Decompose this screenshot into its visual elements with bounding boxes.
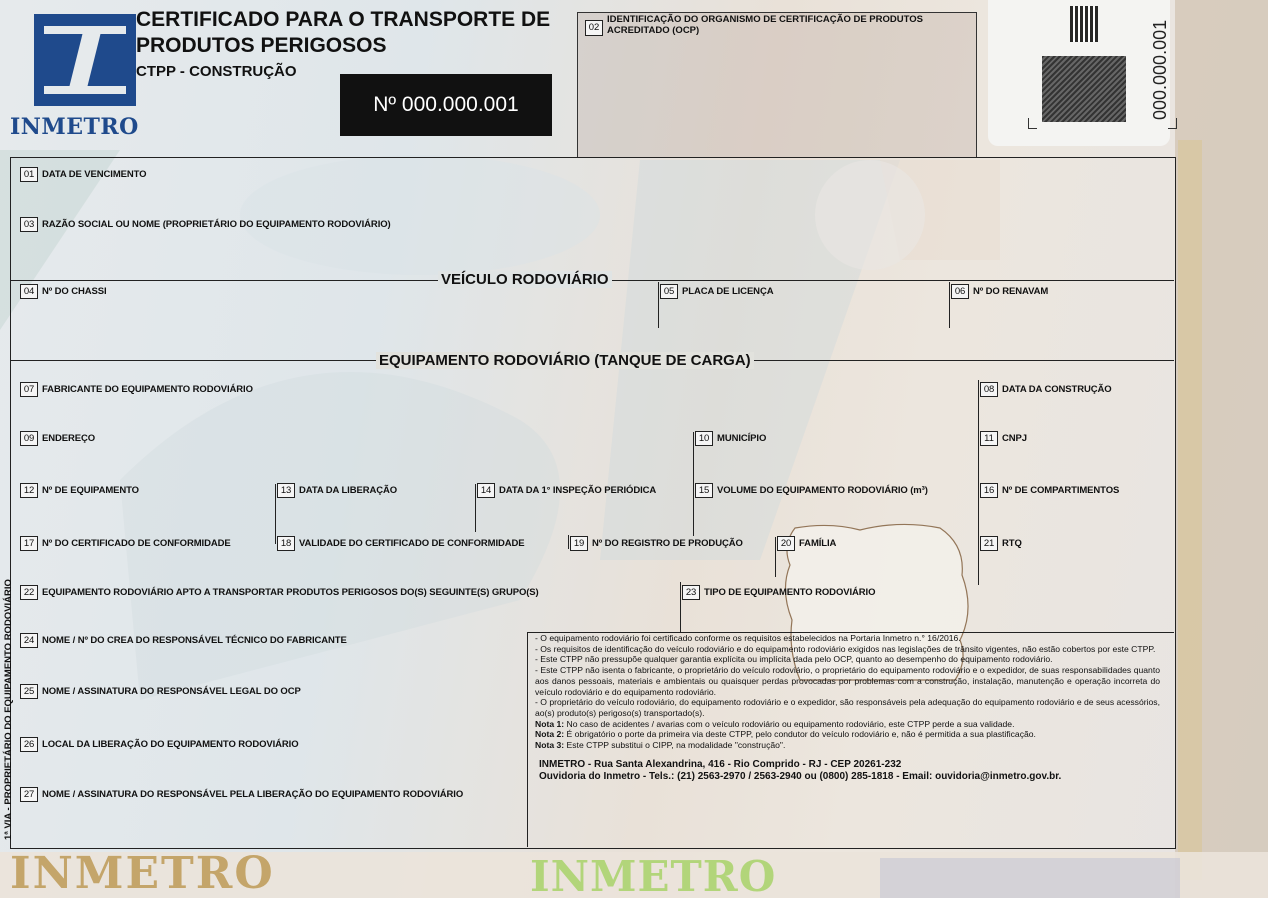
field-number: 26	[20, 737, 38, 752]
field-label: DATA DA 1° INSPEÇÃO PERIÓDICA	[499, 485, 657, 496]
sep-14	[475, 484, 476, 532]
certificate-number-text: Nº 000.000.001	[373, 93, 519, 116]
sep-10	[693, 432, 694, 536]
field-number: 09	[20, 431, 38, 446]
field-label: Nº DE COMPARTIMENTOS	[1002, 485, 1120, 496]
sep-20	[775, 537, 776, 577]
field-label: FAMÍLIA	[799, 538, 837, 549]
field-14[interactable]	[477, 483, 656, 498]
footer-watermark-left: INMETRO	[10, 848, 275, 899]
field-label: Nº DO RENAVAM	[973, 286, 1049, 297]
field-11[interactable]	[980, 431, 1027, 446]
note-3: Nota 3: Este CTPP substitui o CIPP, na modalidade "construção".	[535, 740, 786, 751]
field-label: NOME / Nº DO CREA DO RESPONSÁVEL TÉCNICO DO FABRICANTE	[42, 635, 347, 646]
note-paragraph: - Os requisitos de identificação do veículo rodoviário e do equipamento rodoviário exigidos nas legislações de trânsito vigentes, não estão cobertos por este CTPP.	[535, 643, 1156, 654]
ombudsman-contact: Ouvidoria do Inmetro - Tels.: (21) 2563-2970 / 2563-2940 ou (0800) 285-1818 - Email: ouvidoria@inmetro.gov.br.	[539, 770, 1062, 782]
hologram-square	[1042, 56, 1126, 122]
field-27[interactable]	[20, 787, 463, 802]
field-number: 06	[951, 284, 969, 299]
field-21[interactable]	[980, 536, 1022, 551]
field-label: FABRICANTE DO EQUIPAMENTO RODOVIÁRIO	[42, 384, 253, 395]
field-label: Nº DO CHASSI	[42, 286, 107, 297]
note-paragraph: - Este CTPP não pressupõe qualquer garantia explícita ou implícita dada pelo OCP, quanto ao desempenho do equipamento rodoviário.	[535, 654, 1053, 665]
field-number: 01	[20, 167, 38, 182]
field-06[interactable]	[951, 284, 1048, 299]
field-number: 12	[20, 483, 38, 498]
field-label: RAZÃO SOCIAL OU NOME (PROPRIETÁRIO DO EQUIPAMENTO RODOVIÁRIO)	[42, 219, 391, 230]
field-number: 17	[20, 536, 38, 551]
field-number: 08	[980, 382, 998, 397]
field-07[interactable]	[20, 382, 253, 397]
field-05[interactable]	[660, 284, 773, 299]
field-label: MUNICÍPIO	[717, 433, 767, 444]
field-02-label-line2: ACREDITADO (OCP)	[607, 25, 700, 36]
field-label: CNPJ	[1002, 433, 1027, 444]
section-vehicle: VEÍCULO RODOVIÁRIO	[438, 271, 612, 288]
field-number: 02	[585, 20, 603, 36]
field-number: 22	[20, 585, 38, 600]
sep-notes	[527, 632, 528, 847]
inmetro-address: INMETRO - Rua Santa Alexandrina, 416 - Rio Comprido - RJ - CEP 20261-232	[539, 758, 902, 770]
field-23[interactable]	[682, 585, 875, 600]
field-label: VALIDADE DO CERTIFICADO DE CONFORMIDADE	[299, 538, 525, 549]
field-01[interactable]	[20, 167, 146, 182]
field-19[interactable]	[570, 536, 743, 551]
title-line-1: CERTIFICADO PARA O TRANSPORTE DE	[136, 8, 551, 31]
field-02-label-line1: IDENTIFICAÇÃO DO ORGANISMO DE CERTIFICAÇÃO DE PRODUTOS	[607, 14, 923, 25]
field-number: 18	[277, 536, 295, 551]
note-paragraph: - O equipamento rodoviário foi certificado conforme os requisitos estabelecidos na Portaria Inmetro n.° 16/2016.	[535, 633, 961, 643]
field-label: DATA DE VENCIMENTO	[42, 169, 147, 180]
field-09[interactable]	[20, 431, 95, 446]
field-10[interactable]	[695, 431, 766, 446]
footer-watermark-center: INMETRO	[530, 852, 777, 901]
field-20[interactable]	[777, 536, 836, 551]
field-26[interactable]	[20, 737, 299, 752]
field-number: 24	[20, 633, 38, 648]
field-22[interactable]	[20, 585, 539, 600]
field-number: 07	[20, 382, 38, 397]
field-label: LOCAL DA LIBERAÇÃO DO EQUIPAMENTO RODOVIÁRIO	[42, 739, 299, 750]
field-number: 21	[980, 536, 998, 551]
field-label: RTQ	[1002, 538, 1022, 549]
certificate-number	[340, 74, 552, 136]
side-copy-label: 1ª VIA - PROPRIETÁRIO DO EQUIPAMENTO RODOVIÁRIO	[3, 579, 14, 840]
field-label: TIPO DE EQUIPAMENTO RODOVIÁRIO	[704, 587, 876, 598]
field-number: 15	[695, 483, 713, 498]
field-number: 19	[570, 536, 588, 551]
field-03[interactable]	[20, 217, 391, 232]
logo-text: INMETRO	[10, 114, 139, 140]
subtitle: CTPP - CONSTRUÇÃO	[136, 63, 297, 80]
field-number: 03	[20, 217, 38, 232]
field-number: 23	[682, 585, 700, 600]
sep-19	[568, 535, 569, 549]
note-1: Nota 1: No caso de acidentes / avarias com o veículo rodoviário ou equipamento rodoviário, este CTPP perde a sua validade.	[535, 718, 1015, 729]
title-line-2: PRODUTOS PERIGOSOS	[136, 34, 387, 57]
note-2: Nota 2: É obrigatório o porte da primeira via deste CTPP, pelo condutor do veículo rodoviário e, não é permitida a sua plastificação.	[535, 729, 1036, 740]
inmetro-logo	[10, 14, 150, 140]
sep-08	[978, 380, 979, 585]
field-15[interactable]	[695, 483, 928, 498]
security-panel	[988, 0, 1170, 146]
field-number: 25	[20, 684, 38, 699]
field-number: 14	[477, 483, 495, 498]
field-25[interactable]	[20, 684, 301, 699]
note-paragraph: - O proprietário do veículo rodoviário, do equipamento rodoviário e o expedidor, são responsáveis pela adequação do equipamento rodoviário e de seus acessórios, ao(s) produto(s) perigoso(s) transportado(s).	[535, 697, 1160, 718]
field-number: 10	[695, 431, 713, 446]
field-number: 04	[20, 284, 38, 299]
sep-06	[949, 282, 950, 328]
field-08[interactable]	[980, 382, 1112, 397]
field-label: DATA DA CONSTRUÇÃO	[1002, 384, 1112, 395]
field-label: NOME / ASSINATURA DO RESPONSÁVEL LEGAL DO OCP	[42, 686, 301, 697]
qr-code-icon	[1070, 6, 1098, 42]
note-paragraph: - Este CTPP não isenta o fabricante, o proprietário do veículo rodoviário, o proprietário do equipamento rodoviário e o expedidor, de suas responsabilidades quanto aos danos pessoais, materiais e ambientais ou quaisquer perdas provocadas por problemas com a construção, instalação, manutenção e operação incorreta do veículo rodoviário e do equipamento rodoviário.	[535, 665, 1160, 697]
field-label: Nº DE EQUIPAMENTO	[42, 485, 139, 496]
field-label: DATA DA LIBERAÇÃO	[299, 485, 398, 496]
field-04[interactable]	[20, 284, 107, 299]
field-13[interactable]	[277, 483, 397, 498]
field-12[interactable]	[20, 483, 139, 498]
field-16[interactable]	[980, 483, 1119, 498]
field-24[interactable]	[20, 633, 347, 648]
field-number: 11	[980, 431, 998, 446]
vertical-number: 000.000.001	[1150, 19, 1170, 120]
field-number: 13	[277, 483, 295, 498]
field-label: ENDEREÇO	[42, 433, 96, 444]
field-number: 27	[20, 787, 38, 802]
sep-05	[658, 282, 659, 328]
field-02-label	[585, 14, 923, 36]
field-label: VOLUME DO EQUIPAMENTO RODOVIÁRIO (m³)	[717, 485, 928, 496]
field-17[interactable]	[20, 536, 231, 551]
sep-23	[680, 582, 681, 632]
field-label: Nº DO REGISTRO DE PRODUÇÃO	[592, 538, 743, 549]
field-label: Nº DO CERTIFICADO DE CONFORMIDADE	[42, 538, 231, 549]
field-label: EQUIPAMENTO RODOVIÁRIO APTO A TRANSPORTAR PRODUTOS PERIGOSOS DO(S) SEGUINTE(S) GRUPO(S)	[42, 587, 539, 598]
field-18[interactable]	[277, 536, 525, 551]
field-number: 05	[660, 284, 678, 299]
field-number: 20	[777, 536, 795, 551]
sep-13	[275, 484, 276, 544]
section-equipment: EQUIPAMENTO RODOVIÁRIO (TANQUE DE CARGA)	[376, 352, 754, 369]
legal-notes	[535, 633, 1160, 783]
field-number: 16	[980, 483, 998, 498]
field-label: NOME / ASSINATURA DO RESPONSÁVEL PELA LIBERAÇÃO DO EQUIPAMENTO RODOVIÁRIO	[42, 789, 464, 800]
logo-mark-icon	[34, 14, 136, 106]
field-label: PLACA DE LICENÇA	[682, 286, 774, 297]
